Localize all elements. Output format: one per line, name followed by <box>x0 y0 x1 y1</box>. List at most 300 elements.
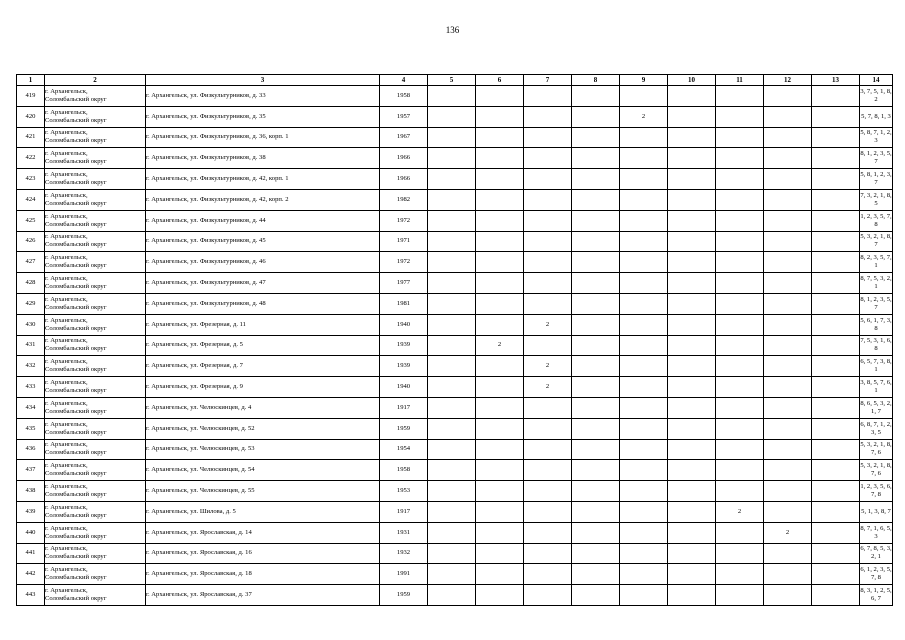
cell-c12 <box>764 501 812 522</box>
location-city: г. Архангельск, <box>45 254 88 262</box>
cell-c11 <box>716 481 764 502</box>
cell-c9 <box>620 356 668 377</box>
cell-c5 <box>428 585 476 606</box>
cell-c8 <box>572 210 620 231</box>
cell-c11 <box>716 127 764 148</box>
cell-sequence <box>860 273 893 294</box>
cell-c12 <box>764 377 812 398</box>
cell-c8 <box>572 106 620 127</box>
cell-c13 <box>812 335 860 356</box>
cell-year: 1977 <box>380 273 428 294</box>
cell-address: г. Архангельск, ул. Физкультурников, д. 42, корп. 1 <box>146 169 380 190</box>
sequence-line-1: 1, 2, 3, 5, 7, <box>860 212 892 220</box>
cell-c6 <box>476 564 524 585</box>
sequence-line-1: 6, 5, 7, 3, 8, <box>860 358 892 366</box>
cell-c7 <box>524 397 572 418</box>
column-header: 4 <box>380 75 428 86</box>
cell-c5 <box>428 439 476 460</box>
location-district: Соломбальский округ <box>45 595 107 603</box>
cell-year: 1972 <box>380 252 428 273</box>
cell-year: 1931 <box>380 522 428 543</box>
location-district: Соломбальский округ <box>45 428 107 436</box>
cell-c6 <box>476 314 524 335</box>
cell-c5 <box>428 127 476 148</box>
cell-sequence <box>860 210 893 231</box>
cell-c10 <box>668 501 716 522</box>
cell-c6 <box>476 543 524 564</box>
table-row <box>17 439 893 460</box>
cell-c5 <box>428 522 476 543</box>
cell-c9 <box>620 314 668 335</box>
table-row <box>17 210 893 231</box>
cell-c12 <box>764 210 812 231</box>
location-district: Соломбальский округ <box>45 95 107 103</box>
cell-year: 1982 <box>380 189 428 210</box>
cell-c5 <box>428 314 476 335</box>
cell-sequence <box>860 397 893 418</box>
cell-c8 <box>572 127 620 148</box>
location-district: Соломбальский округ <box>45 241 107 249</box>
cell-c7 <box>524 169 572 190</box>
cell-c5 <box>428 418 476 439</box>
table-row <box>17 543 893 564</box>
column-header: 6 <box>476 75 524 86</box>
cell-sequence <box>860 356 893 377</box>
location-city: г. Архангельск, <box>45 212 88 220</box>
cell-location <box>45 501 146 522</box>
cell-c5 <box>428 356 476 377</box>
cell-c8 <box>572 481 620 502</box>
cell-sequence <box>860 106 893 127</box>
sequence-line-1: 8, 7, 1, 6, 5, <box>860 524 892 532</box>
header-row <box>17 75 893 86</box>
cell-address: г. Архангельск, ул. Фрезерная, д. 9 <box>146 377 380 398</box>
sequence-line-1: 8, 2, 3, 5, 7, <box>860 254 892 262</box>
cell-location <box>45 273 146 294</box>
cell-c12 <box>764 127 812 148</box>
cell-c9 <box>620 148 668 169</box>
cell-location <box>45 377 146 398</box>
column-header: 1 <box>17 75 45 86</box>
column-header: 7 <box>524 75 572 86</box>
cell-sequence <box>860 252 893 273</box>
cell-row-number: 429 <box>17 293 45 314</box>
cell-address: г. Архангельск, ул. Физкультурников, д. 46 <box>146 252 380 273</box>
cell-c11 <box>716 397 764 418</box>
cell-c10 <box>668 481 716 502</box>
table-row <box>17 273 893 294</box>
cell-c6 <box>476 501 524 522</box>
cell-c13 <box>812 231 860 252</box>
location-district: Соломбальский округ <box>45 137 107 145</box>
cell-sequence <box>860 543 893 564</box>
cell-c7: 2 <box>524 356 572 377</box>
location-city: г. Архангельск, <box>45 171 88 179</box>
table-row <box>17 522 893 543</box>
cell-c6 <box>476 273 524 294</box>
cell-c6 <box>476 439 524 460</box>
sequence-line-2: 6, 7 <box>871 595 881 603</box>
register-table <box>16 74 893 606</box>
cell-sequence <box>860 335 893 356</box>
column-header: 14 <box>860 75 893 86</box>
cell-c11 <box>716 252 764 273</box>
cell-year: 1958 <box>380 86 428 107</box>
cell-c7 <box>524 293 572 314</box>
cell-c7 <box>524 127 572 148</box>
location-city: г. Архангельск, <box>45 191 88 199</box>
cell-location <box>45 293 146 314</box>
cell-c10 <box>668 127 716 148</box>
cell-c6 <box>476 189 524 210</box>
column-header: 11 <box>716 75 764 86</box>
location-district: Соломбальский округ <box>45 158 107 166</box>
cell-c9 <box>620 293 668 314</box>
cell-c8 <box>572 231 620 252</box>
cell-location <box>45 564 146 585</box>
table-row <box>17 252 893 273</box>
column-header: 13 <box>812 75 860 86</box>
cell-c7 <box>524 148 572 169</box>
cell-c12 <box>764 460 812 481</box>
cell-c13 <box>812 501 860 522</box>
cell-c12 <box>764 231 812 252</box>
cell-location <box>45 335 146 356</box>
cell-c13 <box>812 169 860 190</box>
cell-c11 <box>716 522 764 543</box>
sequence-line-2: 7, 8 <box>871 491 881 499</box>
cell-location <box>45 439 146 460</box>
cell-c10 <box>668 231 716 252</box>
cell-year: 1954 <box>380 439 428 460</box>
sequence-line-1: 7, 5, 3, 1, 6, <box>860 337 892 345</box>
cell-year: 1939 <box>380 356 428 377</box>
cell-c9 <box>620 460 668 481</box>
cell-row-number: 425 <box>17 210 45 231</box>
cell-row-number: 424 <box>17 189 45 210</box>
location-city: г. Архангельск, <box>45 275 88 283</box>
cell-c11 <box>716 377 764 398</box>
cell-c10 <box>668 106 716 127</box>
cell-c9 <box>620 564 668 585</box>
cell-address: г. Архангельск, ул. Фрезерная, д. 7 <box>146 356 380 377</box>
cell-c7 <box>524 564 572 585</box>
cell-c7 <box>524 543 572 564</box>
cell-c6 <box>476 397 524 418</box>
cell-c9 <box>620 543 668 564</box>
location-city: г. Архангельск, <box>45 316 88 324</box>
cell-location <box>45 397 146 418</box>
cell-c11 <box>716 335 764 356</box>
cell-c13 <box>812 418 860 439</box>
location-district: Соломбальский округ <box>45 449 107 457</box>
cell-row-number: 431 <box>17 335 45 356</box>
cell-sequence <box>860 501 893 522</box>
cell-c8 <box>572 169 620 190</box>
location-city: г. Архангельск, <box>45 233 88 241</box>
location-district: Соломбальский округ <box>45 470 107 478</box>
cell-c5 <box>428 273 476 294</box>
cell-c10 <box>668 418 716 439</box>
cell-c8 <box>572 273 620 294</box>
sequence-line-2: 1 <box>874 366 878 374</box>
cell-c12 <box>764 273 812 294</box>
sequence-line-2: 2 <box>874 95 878 103</box>
cell-c9 <box>620 377 668 398</box>
location-district: Соломбальский округ <box>45 387 107 395</box>
cell-c13 <box>812 148 860 169</box>
cell-c11 <box>716 273 764 294</box>
cell-c11 <box>716 169 764 190</box>
cell-c9 <box>620 397 668 418</box>
cell-c13 <box>812 439 860 460</box>
cell-c8 <box>572 314 620 335</box>
cell-address: г. Архангельск, ул. Фрезерная, д. 11 <box>146 314 380 335</box>
sequence-line-1: 3, 7, 5, 1, 8, <box>860 87 892 95</box>
cell-c11: 2 <box>716 501 764 522</box>
cell-c11 <box>716 148 764 169</box>
cell-address: г. Архангельск, ул. Физкультурников, д. 42, корп. 2 <box>146 189 380 210</box>
cell-address: г. Архангельск, ул. Физкультурников, д. 48 <box>146 293 380 314</box>
cell-c7 <box>524 585 572 606</box>
sequence-line-2: 1 <box>874 262 878 270</box>
cell-c6 <box>476 356 524 377</box>
cell-sequence <box>860 169 893 190</box>
cell-c6 <box>476 169 524 190</box>
cell-c5 <box>428 231 476 252</box>
sequence-line-2: 7 <box>874 158 878 166</box>
cell-c13 <box>812 293 860 314</box>
sequence-line-2: 7 <box>874 241 878 249</box>
cell-c6 <box>476 460 524 481</box>
cell-c7 <box>524 460 572 481</box>
cell-c9 <box>620 273 668 294</box>
location-city: г. Архангельск, <box>45 129 88 137</box>
cell-c9 <box>620 189 668 210</box>
cell-sequence <box>860 481 893 502</box>
cell-location <box>45 148 146 169</box>
sequence-line-2: 7 <box>874 303 878 311</box>
cell-c5 <box>428 210 476 231</box>
column-header: 3 <box>146 75 380 86</box>
table-row <box>17 585 893 606</box>
cell-c10 <box>668 252 716 273</box>
cell-c12 <box>764 543 812 564</box>
cell-c12 <box>764 252 812 273</box>
table-row <box>17 397 893 418</box>
cell-sequence <box>860 314 893 335</box>
sequence-line-1: 5, 1, 3, 8, 7 <box>861 507 891 515</box>
cell-c6 <box>476 418 524 439</box>
table-row <box>17 106 893 127</box>
cell-location <box>45 189 146 210</box>
cell-location <box>45 585 146 606</box>
cell-c9 <box>620 86 668 107</box>
cell-c8 <box>572 543 620 564</box>
location-district: Соломбальский округ <box>45 199 107 207</box>
cell-address: г. Архангельск, ул. Челюскинцев, д. 52 <box>146 418 380 439</box>
cell-address: г. Архангельск, ул. Физкультурников, д. 35 <box>146 106 380 127</box>
cell-c10 <box>668 314 716 335</box>
cell-c8 <box>572 522 620 543</box>
location-district: Соломбальский округ <box>45 366 107 374</box>
sequence-line-1: 6, 8, 7, 1, 2, <box>860 420 892 428</box>
cell-row-number: 440 <box>17 522 45 543</box>
cell-sequence <box>860 127 893 148</box>
cell-year: 1940 <box>380 314 428 335</box>
cell-c5 <box>428 169 476 190</box>
cell-c9 <box>620 439 668 460</box>
cell-c5 <box>428 106 476 127</box>
cell-c10 <box>668 210 716 231</box>
cell-c6 <box>476 293 524 314</box>
cell-c12: 2 <box>764 522 812 543</box>
cell-c6 <box>476 252 524 273</box>
cell-row-number: 419 <box>17 86 45 107</box>
cell-row-number: 430 <box>17 314 45 335</box>
cell-row-number: 436 <box>17 439 45 460</box>
cell-c10 <box>668 86 716 107</box>
location-district: Соломбальский округ <box>45 532 107 540</box>
cell-c8 <box>572 585 620 606</box>
location-city: г. Архангельск, <box>45 87 88 95</box>
table-row <box>17 460 893 481</box>
table-row <box>17 293 893 314</box>
sequence-line-1: 5, 6, 1, 7, 3, <box>860 316 892 324</box>
cell-location <box>45 106 146 127</box>
cell-sequence <box>860 418 893 439</box>
cell-c11 <box>716 189 764 210</box>
cell-c11 <box>716 585 764 606</box>
cell-c13 <box>812 585 860 606</box>
cell-c11 <box>716 460 764 481</box>
cell-row-number: 434 <box>17 397 45 418</box>
cell-year: 1959 <box>380 418 428 439</box>
cell-c5 <box>428 335 476 356</box>
location-city: г. Архангельск, <box>45 420 88 428</box>
sequence-line-1: 5, 3, 2, 1, 8, <box>860 233 892 241</box>
table-row <box>17 356 893 377</box>
cell-c11 <box>716 564 764 585</box>
sequence-line-1: 8, 7, 5, 3, 2, <box>860 275 892 283</box>
cell-sequence <box>860 86 893 107</box>
cell-c11 <box>716 543 764 564</box>
cell-c8 <box>572 397 620 418</box>
location-district: Соломбальский округ <box>45 345 107 353</box>
cell-address: г. Архангельск, ул. Физкультурников, д. 47 <box>146 273 380 294</box>
cell-row-number: 433 <box>17 377 45 398</box>
cell-c9 <box>620 252 668 273</box>
cell-c13 <box>812 397 860 418</box>
location-city: г. Архангельск, <box>45 441 88 449</box>
cell-c12 <box>764 314 812 335</box>
sequence-line-1: 5, 8, 7, 1, 2, <box>860 129 892 137</box>
sequence-line-1: 5, 3, 2, 1, 8, <box>860 441 892 449</box>
cell-address: г. Архангельск, ул. Физкультурников, д. 38 <box>146 148 380 169</box>
sequence-line-1: 8, 1, 2, 3, 5, <box>860 295 892 303</box>
sequence-line-1: 5, 7, 8, 1, 3 <box>861 112 891 120</box>
table-body <box>17 86 893 606</box>
location-district: Соломбальский округ <box>45 220 107 228</box>
cell-c11 <box>716 439 764 460</box>
cell-sequence <box>860 564 893 585</box>
cell-address: г. Архангельск, ул. Физкультурников, д. 36, корп. 1 <box>146 127 380 148</box>
cell-row-number: 422 <box>17 148 45 169</box>
cell-location <box>45 314 146 335</box>
cell-c10 <box>668 273 716 294</box>
cell-c7: 2 <box>524 377 572 398</box>
sequence-line-2: 8 <box>874 324 878 332</box>
cell-year: 1917 <box>380 397 428 418</box>
cell-c12 <box>764 148 812 169</box>
cell-location <box>45 481 146 502</box>
cell-address: г. Архангельск, ул. Физкультурников, д. 33 <box>146 86 380 107</box>
cell-c12 <box>764 86 812 107</box>
location-city: г. Архангельск, <box>45 337 88 345</box>
cell-address: г. Архангельск, ул. Ярославская, д. 14 <box>146 522 380 543</box>
cell-location <box>45 418 146 439</box>
cell-c13 <box>812 252 860 273</box>
location-district: Соломбальский округ <box>45 262 107 270</box>
cell-c7 <box>524 439 572 460</box>
cell-c5 <box>428 86 476 107</box>
cell-c12 <box>764 418 812 439</box>
cell-c12 <box>764 293 812 314</box>
location-district: Соломбальский округ <box>45 574 107 582</box>
cell-row-number: 439 <box>17 501 45 522</box>
cell-c12 <box>764 356 812 377</box>
cell-location <box>45 356 146 377</box>
cell-c8 <box>572 564 620 585</box>
cell-c11 <box>716 293 764 314</box>
cell-c13 <box>812 86 860 107</box>
cell-row-number: 423 <box>17 169 45 190</box>
location-city: г. Архангельск, <box>45 295 88 303</box>
cell-sequence <box>860 148 893 169</box>
cell-address: г. Архангельск, ул. Челюскинцев, д. 54 <box>146 460 380 481</box>
cell-c9 <box>620 169 668 190</box>
cell-sequence <box>860 439 893 460</box>
cell-c7 <box>524 481 572 502</box>
sequence-line-2: 3, 5 <box>871 428 881 436</box>
cell-c8 <box>572 293 620 314</box>
cell-c9 <box>620 231 668 252</box>
cell-c11 <box>716 418 764 439</box>
cell-c13 <box>812 314 860 335</box>
cell-address: г. Архангельск, ул. Челюскинцев, д. 4 <box>146 397 380 418</box>
cell-sequence <box>860 460 893 481</box>
location-city: г. Архангельск, <box>45 358 88 366</box>
sequence-line-1: 3, 8, 5, 7, 6, <box>860 379 892 387</box>
sequence-line-1: 8, 6, 5, 3, 2, <box>860 399 892 407</box>
location-city: г. Архангельск, <box>45 150 88 158</box>
cell-c13 <box>812 481 860 502</box>
sequence-line-1: 7, 3, 2, 1, 8, <box>860 191 892 199</box>
cell-row-number: 421 <box>17 127 45 148</box>
cell-location <box>45 522 146 543</box>
cell-year: 1971 <box>380 231 428 252</box>
cell-c10 <box>668 189 716 210</box>
cell-c8 <box>572 418 620 439</box>
location-district: Соломбальский округ <box>45 491 107 499</box>
cell-c8 <box>572 377 620 398</box>
cell-c13 <box>812 356 860 377</box>
cell-year: 1957 <box>380 106 428 127</box>
table-row <box>17 86 893 107</box>
cell-c6: 2 <box>476 335 524 356</box>
cell-year: 1959 <box>380 585 428 606</box>
column-header: 9 <box>620 75 668 86</box>
